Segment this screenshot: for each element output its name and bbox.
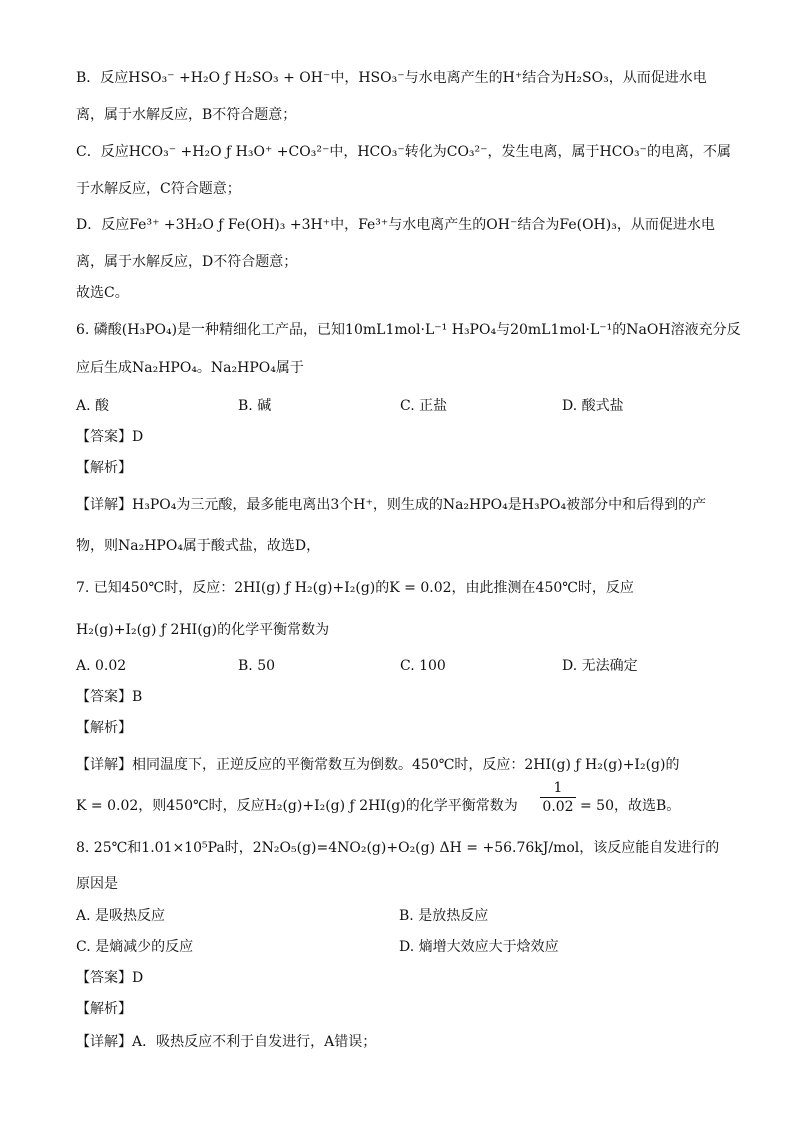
q8-options-row1	[76, 906, 726, 926]
q5-option-c-line1: C．反应HCO₃⁻ +H₂O ƒ H₃O⁺ +CO₃²⁻中，HCO₃⁻转化为CO₃²⁻，发生电离，属于HCO₃⁻的电离，不属	[76, 144, 731, 160]
q8-analysis-heading: 【解析】	[76, 1001, 132, 1017]
q6-option-d: D. 酸式盐	[562, 398, 624, 414]
q7-answer: 【答案】B	[76, 689, 143, 705]
fraction-denominator: 0.02	[542, 799, 574, 815]
q7-detail-line1: 【详解】相同温度下，正逆反应的平衡常数互为倒数。450℃时，反应：2HI(g) ƒ H₂(g)+I₂(g)的	[76, 757, 680, 773]
q7-analysis-heading: 【解析】	[76, 720, 132, 736]
q8-answer: 【答案】D	[76, 970, 144, 986]
q6-options	[76, 396, 726, 416]
q6-answer: 【答案】D	[76, 429, 144, 445]
q8-option-a: A. 是吸热反应	[76, 908, 166, 924]
q5-option-d-line2: 离，属于水解反应，D不符合题意；	[76, 254, 298, 270]
q7-detail-line2-tail: = 50，故选B。	[580, 798, 681, 814]
q7-option-d: D. 无法确定	[562, 658, 638, 674]
q7-option-b: B. 50	[238, 658, 276, 674]
q6-detail-line1: 【详解】H₃PO₄为三元酸，最多能电离出3个H⁺，则生成的Na₂HPO₄是H₃PO₄被部分中和后得到的产	[76, 497, 707, 513]
fraction-bar	[540, 797, 576, 798]
q7-stem-line2: H₂(g)+I₂(g) ƒ 2HI(g)的化学平衡常数为	[76, 622, 330, 638]
q6-detail-line2: 物，则Na₂HPO₄属于酸式盐，故选D，	[76, 538, 321, 554]
q5-option-b-line1: B．反应HSO₃⁻ +H₂O ƒ H₂SO₃ + OH⁻中，HSO₃⁻与水电离产生的H⁺结合为H₂SO₃，从而促进水电	[76, 70, 707, 86]
q8-detail-line1: 【详解】A．吸热反应不利于自发进行，A错误；	[76, 1034, 377, 1050]
q6-stem-line2: 应后生成Na₂HPO₄。Na₂HPO₄属于	[76, 360, 304, 376]
q5-option-d-line1: D．反应Fe³⁺ +3H₂O ƒ Fe(OH)₃ +3H⁺中，Fe³⁺与水电离产生的OH⁻结合为Fe(OH)₃，从而促进水电	[76, 217, 715, 233]
q5-option-b-line2: 离，属于水解反应，B不符合题意；	[76, 107, 297, 123]
q8-option-d: D. 熵增大效应大于焓效应	[399, 939, 559, 955]
q6-option-c: C. 正盐	[400, 398, 448, 414]
q8-stem-line1: 8. 25℃和1.01×10⁵Pa时，2N₂O₅(g)=4NO₂(g)+O₂(g) ΔH = +56.76kJ/mol，该反应能自发进行的	[76, 840, 720, 856]
q6-stem-line1: 6. 磷酸(H₃PO₄)是一种精细化工产品，已知10mL1mol·L⁻¹ H₃PO₄与20mL1mol·L⁻¹的NaOH溶液充分反	[76, 322, 741, 338]
q6-option-b: B. 碱	[238, 398, 272, 414]
q5-conclusion: 故选C。	[76, 285, 129, 301]
q8-option-c: C. 是熵减少的反应	[76, 939, 194, 955]
q6-analysis-heading: 【解析】	[76, 460, 132, 476]
q7-option-a: A. 0.02	[76, 658, 127, 674]
q5-option-c-line2: 于水解反应，C符合题意；	[76, 181, 241, 197]
q7-options	[76, 656, 726, 676]
fraction-numerator: 1	[553, 780, 563, 796]
q7-option-c: C. 100	[400, 658, 446, 674]
q7-detail-line2: K = 0.02，则450℃时，反应H₂(g)+I₂(g) ƒ 2HI(g)的化学平衡常数为	[76, 798, 518, 814]
q8-options-row2	[76, 937, 726, 957]
fraction	[540, 780, 576, 815]
q7-stem-line1: 7. 已知450℃时，反应：2HI(g) ƒ H₂(g)+I₂(g)的K = 0.02，由此推测在450℃时，反应	[76, 580, 634, 596]
q6-option-a: A. 酸	[76, 398, 110, 414]
q8-option-b: B. 是放热反应	[399, 908, 489, 924]
q8-stem-line2: 原因是	[76, 876, 118, 892]
